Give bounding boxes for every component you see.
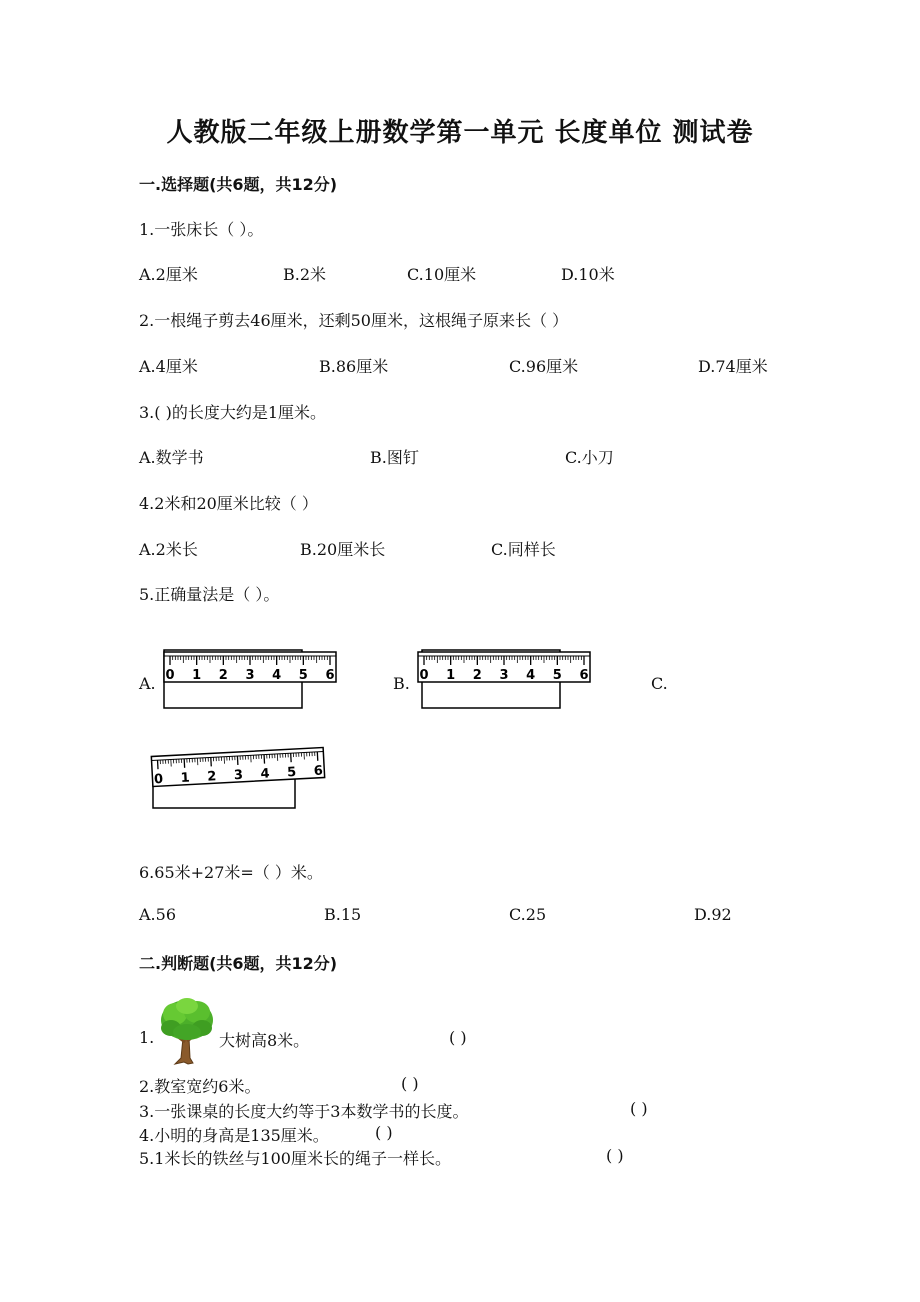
ruler-figure-b: [416, 646, 596, 712]
judge-4-answer-paren: ( ): [375, 1123, 393, 1142]
ruler-digit: 2: [218, 668, 228, 683]
q1-option-a: A.2厘米: [139, 265, 198, 284]
ruler-digit: 4: [272, 668, 282, 683]
q1-option-d: D.10米: [561, 265, 615, 284]
ruler-digit: 1: [180, 770, 191, 787]
judge-2-answer-paren: ( ): [401, 1074, 419, 1093]
section-heading-choice: 一.选择题(共6题，共12分): [139, 175, 338, 194]
q6-option-b: B.15: [324, 905, 362, 924]
ruler-digit: 1: [192, 668, 202, 683]
question-1-stem: 1.一张床长（ ）。: [139, 220, 264, 239]
judge-4-text: 4.小明的身高是135厘米。: [139, 1126, 329, 1145]
question-2-stem: 2.一根绳子剪去46厘米，还剩50厘米，这根绳子原来长（ ）: [139, 311, 569, 330]
judge-1-text: 大树高8米。: [219, 1031, 310, 1050]
ruler-figure-c: [146, 738, 336, 812]
question-4-stem: 4.2米和20厘米比较（ ）: [139, 494, 318, 513]
ruler-digit: 2: [206, 769, 217, 785]
q5-option-b: B.: [393, 674, 410, 693]
ruler-digit: 3: [245, 668, 255, 683]
q5-option-a: A.: [139, 674, 156, 693]
ruler-figure-a: [160, 646, 340, 712]
question-5-stem: 5.正确量法是（ ）。: [139, 585, 280, 604]
ruler-digit: 0: [165, 668, 175, 683]
ruler-digit: 6: [313, 763, 324, 780]
tree-icon: [157, 996, 217, 1070]
ruler-digit: 5: [286, 764, 297, 781]
q2-option-d: D.74厘米: [698, 357, 768, 376]
q5-option-c: C.: [651, 674, 668, 693]
ruler-digit: 5: [552, 668, 562, 683]
ruler-digit: 6: [325, 668, 335, 683]
q6-option-c: C.25: [509, 905, 547, 924]
ruler-digit: 4: [260, 766, 270, 782]
question-6-stem: 6.65米+27米=（ ）米。: [139, 863, 323, 882]
ruler-digit: 3: [499, 668, 509, 683]
q2-option-c: C.96厘米: [509, 357, 579, 376]
q3-option-a: A.数学书: [139, 448, 204, 467]
q2-option-b: B.86厘米: [319, 357, 389, 376]
judge-1-answer-paren: ( ): [449, 1028, 467, 1047]
q1-option-b: B.2米: [283, 265, 327, 284]
question-3-stem: 3.( )的长度大约是1厘米。: [139, 403, 327, 422]
page-title: 人教版二年级上册数学第一单元 长度单位 测试卷: [166, 118, 754, 148]
section-heading-judge: 二.判断题(共6题，共12分): [139, 954, 338, 973]
q1-option-c: C.10厘米: [407, 265, 477, 284]
q4-option-a: A.2米长: [139, 540, 198, 559]
ruler-digit: 1: [446, 668, 456, 683]
ruler-digit: 3: [233, 767, 244, 784]
ruler-digit: 0: [419, 668, 429, 683]
judge-1-number: 1.: [139, 1028, 155, 1047]
ruler-digit: 6: [579, 668, 589, 683]
q6-option-a: A.56: [139, 905, 176, 924]
judge-5-text: 5.1米长的铁丝与100厘米长的绳子一样长。: [139, 1149, 451, 1168]
ruler-digit: 4: [526, 668, 536, 683]
judge-2-text: 2.教室宽约6米。: [139, 1077, 261, 1096]
q2-option-a: A.4厘米: [139, 357, 198, 376]
judge-5-answer-paren: ( ): [606, 1146, 624, 1165]
q3-option-b: B.图钉: [370, 448, 419, 467]
ruler-digit: 2: [472, 668, 482, 683]
q4-option-c: C.同样长: [491, 540, 556, 559]
q4-option-b: B.20厘米长: [300, 540, 386, 559]
q3-option-c: C.小刀: [565, 448, 614, 467]
q6-option-d: D.92: [694, 905, 732, 924]
ruler-digit: 5: [298, 668, 308, 683]
judge-3-text: 3.一张课桌的长度大约等于3本数学书的长度。: [139, 1102, 469, 1121]
ruler-digit: 0: [153, 771, 164, 788]
judge-3-answer-paren: ( ): [630, 1099, 648, 1118]
